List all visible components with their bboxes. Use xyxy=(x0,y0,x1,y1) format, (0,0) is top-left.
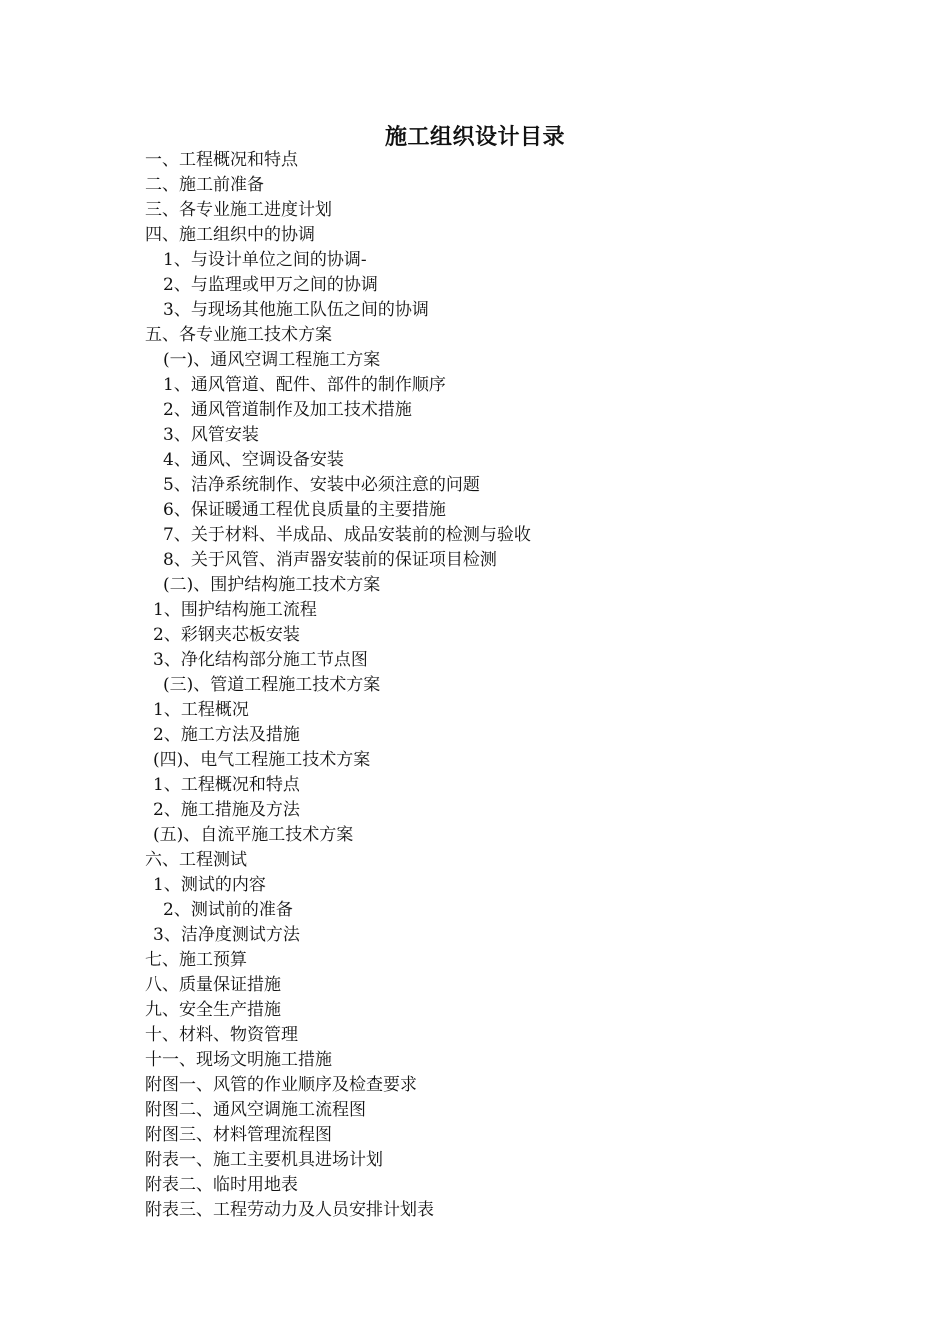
toc-entry: 3、与现场其他施工队伍之间的协调 xyxy=(163,300,429,320)
toc-entry: (二)、围护结构施工技术方案 xyxy=(163,575,381,595)
toc-entry: 2、施工措施及方法 xyxy=(153,800,300,820)
toc-entry: 2、施工方法及措施 xyxy=(153,725,300,745)
toc-entry: 四、施工组织中的协调 xyxy=(145,225,315,245)
toc-entry: (三)、管道工程施工技术方案 xyxy=(163,675,381,695)
toc-entry: 附表三、工程劳动力及人员安排计划表 xyxy=(145,1200,434,1220)
toc-entry: (四)、电气工程施工技术方案 xyxy=(153,750,371,770)
toc-entry: 1、工程概况 xyxy=(153,700,249,720)
toc-entry: 附图一、风管的作业顺序及检查要求 xyxy=(145,1075,417,1095)
toc-entry: 1、测试的内容 xyxy=(153,875,266,895)
toc-entry: 附表二、临时用地表 xyxy=(145,1175,298,1195)
toc-entry: 6、保证暖通工程优良质量的主要措施 xyxy=(163,500,446,520)
toc-entry: 一、工程概况和特点 xyxy=(145,150,298,170)
toc-entry: 十、材料、物资管理 xyxy=(145,1025,298,1045)
toc-entry: 七、施工预算 xyxy=(145,950,247,970)
toc-entry: 九、安全生产措施 xyxy=(145,1000,281,1020)
toc-entry: 7、关于材料、半成品、成品安装前的检测与验收 xyxy=(163,525,531,545)
toc-entry: 1、通风管道、配件、部件的制作顺序 xyxy=(163,375,446,395)
page-title: 施工组织设计目录 xyxy=(384,124,565,150)
toc-entry: (一)、通风空调工程施工方案 xyxy=(163,350,381,370)
toc-entry: 2、彩钢夹芯板安装 xyxy=(153,625,300,645)
toc-entry: 8、关于风管、消声器安装前的保证项目检测 xyxy=(163,550,497,570)
toc-entry: 附表一、施工主要机具进场计划 xyxy=(145,1150,383,1170)
toc-entry: 5、洁净系统制作、安装中必须注意的问题 xyxy=(163,475,480,495)
toc-entry: (五)、自流平施工技术方案 xyxy=(153,825,354,845)
toc-entry: 五、各专业施工技术方案 xyxy=(145,325,332,345)
toc-entry: 1、与设计单位之间的协调- xyxy=(163,250,367,270)
toc-entry: 2、与监理或甲万之间的协调 xyxy=(163,275,378,295)
toc-entry: 3、洁净度测试方法 xyxy=(153,925,300,945)
toc-entry: 二、施工前准备 xyxy=(145,175,264,195)
toc-entry: 4、通风、空调设备安装 xyxy=(163,450,344,470)
toc-entry: 八、质量保证措施 xyxy=(145,975,281,995)
toc-entry: 十一、现场文明施工措施 xyxy=(145,1050,332,1070)
toc-entry: 三、各专业施工进度计划 xyxy=(145,200,332,220)
toc-entry: 附图二、通风空调施工流程图 xyxy=(145,1100,366,1120)
toc-entry: 2、通风管道制作及加工技术措施 xyxy=(163,400,412,420)
toc-entry: 2、测试前的准备 xyxy=(163,900,293,920)
toc-entry: 3、风管安装 xyxy=(163,425,259,445)
toc-entry: 1、围护结构施工流程 xyxy=(153,600,317,620)
toc-entry: 附图三、材料管理流程图 xyxy=(145,1125,332,1145)
toc-entry: 3、净化结构部分施工节点图 xyxy=(153,650,368,670)
toc-entry: 六、工程测试 xyxy=(145,850,247,870)
toc-entry: 1、工程概况和特点 xyxy=(153,775,300,795)
table-of-contents xyxy=(145,148,531,1223)
